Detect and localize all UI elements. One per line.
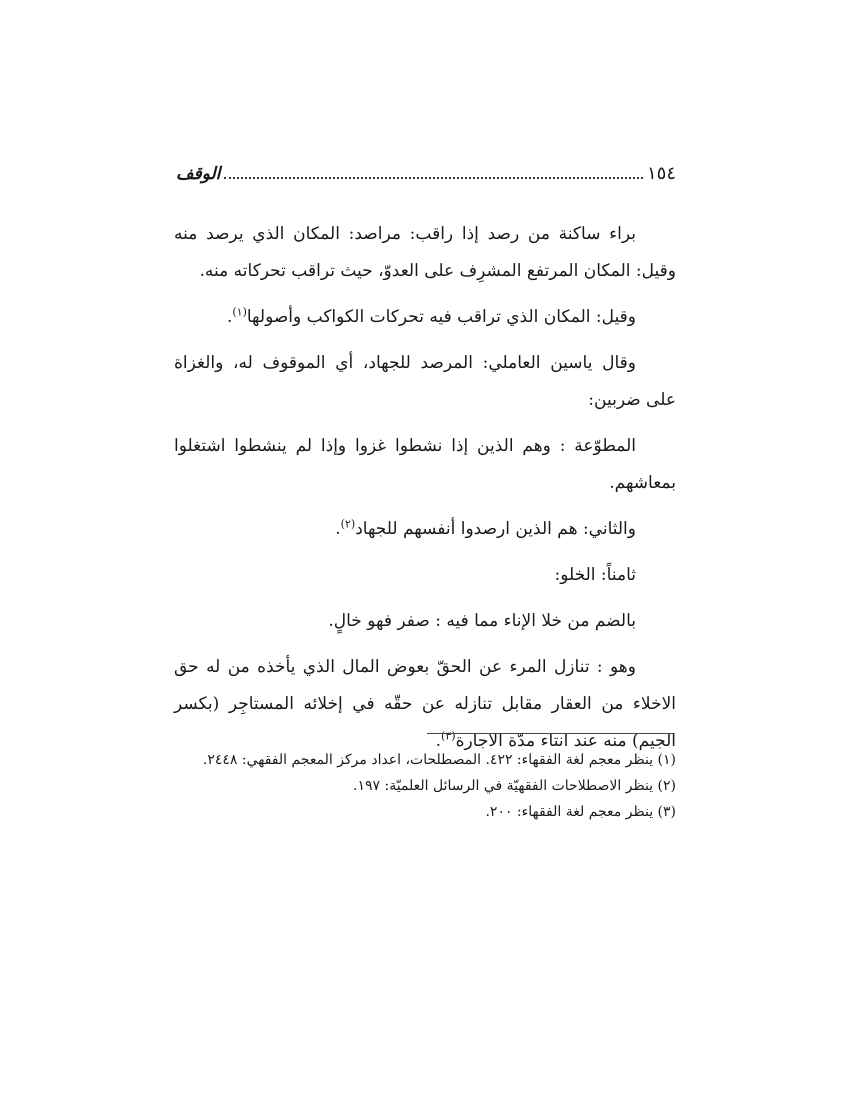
- paragraph-3: وقال ياسين العاملي: المرصد للجهاد، أي الموقوف له، والغزاة على ضربين:: [174, 353, 676, 410]
- paragraph-7: بالضم من خلا الإناء مما فيه : صفر فهو خالٍ.: [328, 611, 636, 631]
- paragraph-8-end: .: [435, 731, 442, 751]
- paragraph-2: [174, 299, 676, 336]
- paragraph-5-text: والثاني: هم الذين ارصدوا أنفسهم للجهاد: [355, 519, 636, 539]
- paragraph-5: [174, 511, 676, 548]
- footnote-1: (١) ينظر معجم لغة الفقهاء: ٤٢٢. المصطلحات، اعداد مركز المعجم الفقهي: ٢٤٤٨.: [202, 752, 676, 768]
- paragraph-5-end: .: [335, 519, 341, 539]
- section-title: الوقف: [176, 164, 221, 184]
- footnote-3: (٣) ينظر معجم لغة الفقهاء: ٢٠٠.: [485, 804, 676, 820]
- footnote-2: (٢) ينظر الاصطلاحات الفقهيّة في الرسائل العلميّة: ١٩٧.: [353, 778, 676, 794]
- paragraph-8: [174, 649, 676, 760]
- paragraph-4: المطوّعة : وهم الذين إذا نشطوا غزوا وإذا لم ينشطوا اشتغلوا بمعاشهم.: [174, 436, 676, 493]
- page-number: ١٥٤: [646, 163, 676, 184]
- paragraph-2-text: وقيل: المكان الذي تراقب فيه تحركات الكواكب وأصولها: [246, 307, 636, 327]
- footnote-ref-1: (١): [232, 305, 247, 319]
- footnote-separator: [427, 733, 673, 734]
- running-header: [176, 154, 676, 184]
- paragraph-1: براء ساكنة من رصد إذا راقب: مراصد: المكان الذي يرصد منه وقيل: المكان المرتفع المشرِف على العدوّ، حيث تراقب تحركاته منه.: [174, 224, 676, 281]
- paragraph-8-text: وهو : تنازل المرء عن الحقّ بعوض المال الذي يأخذه من له حق الاخلاء من العقار مقابل تنازله عن حقّه في إخلائه المستاجِر (بكسر الجيم) منه عند انتاء مدّة الاجارة: [174, 657, 676, 751]
- paragraph-2-end: .: [226, 307, 233, 327]
- footnote-ref-2: (٢): [340, 517, 356, 531]
- body-text: [174, 216, 676, 769]
- paragraph-6-heading: ثامناً: الخلو:: [554, 565, 636, 585]
- header-dot-leader: [224, 177, 643, 179]
- footnote-ref-3: (٣): [441, 729, 456, 743]
- footnotes: [160, 747, 676, 825]
